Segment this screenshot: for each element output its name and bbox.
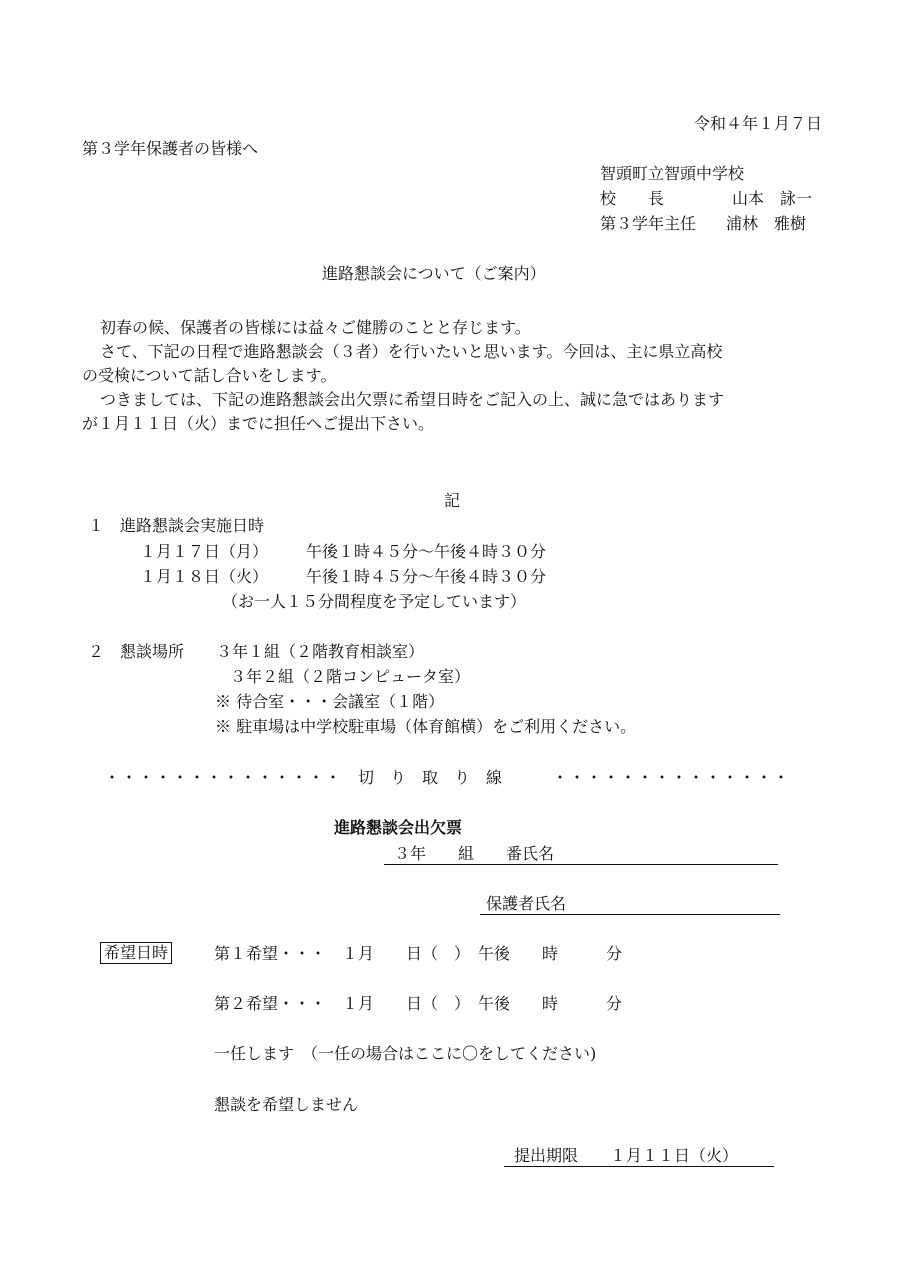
cutline-label: 切 り 取 り 線 bbox=[358, 768, 503, 787]
section2-heading: ２ 懇談場所 bbox=[88, 642, 185, 661]
body-line-3: の受検について話し合いをします。 bbox=[82, 366, 337, 385]
choice-1[interactable]: 第１希望・・・ １月 日（ ） 午後 時 分 bbox=[214, 944, 623, 963]
guardian-field-line[interactable] bbox=[480, 914, 780, 915]
section2-place-2: ３年２組（２階コンピュータ室） bbox=[230, 667, 471, 686]
deadline-underline bbox=[504, 1166, 774, 1167]
section1-note: （お一人１５分間程度を予定しています） bbox=[222, 592, 527, 611]
body-line-5: が１月１１日（火）までに担任へご提出下さい。 bbox=[82, 414, 435, 433]
grade-head-title: 第３学年主任 bbox=[600, 214, 697, 233]
section2-note-2: ※ 駐車場は中学校駐車場（体育館横）をご利用ください。 bbox=[215, 717, 637, 736]
section1-date-2: １月１８日（火） bbox=[140, 567, 269, 586]
no-meeting-option[interactable]: 懇談を希望しません bbox=[214, 1095, 359, 1114]
student-field-label: ３年 組 番氏名 bbox=[394, 844, 555, 863]
guardian-field-label: 保護者氏名 bbox=[486, 894, 567, 913]
section1-date-1: １月１７日（月） bbox=[140, 542, 269, 561]
section2-place-1: ３年１組（２階教育相談室） bbox=[216, 642, 425, 661]
principal-name: 山本 詠一 bbox=[732, 189, 813, 208]
body-line-2: さて、下記の日程で進路懇談会（３者）を行いたいと思います。今回は、主に県立高校 bbox=[100, 342, 723, 361]
grade-head-name: 浦林 雅樹 bbox=[726, 214, 807, 233]
leave-it-option[interactable]: 一任します （一任の場合はここに〇をしてください) bbox=[214, 1044, 597, 1063]
section1-time-1: 午後１時４５分～午後４時３０分 bbox=[306, 542, 547, 561]
section2-note-1: ※ 待合室・・・会議室（１階） bbox=[215, 692, 445, 711]
date: 令和４年１月７日 bbox=[693, 114, 822, 133]
school-name: 智頭町立智頭中学校 bbox=[600, 164, 745, 183]
ki-mark: 記 bbox=[444, 491, 461, 510]
form-title: 進路懇談会出欠票 bbox=[334, 818, 463, 837]
body-line-1: 初春の候、保護者の皆様には益々ご健勝のことと存じます。 bbox=[100, 318, 531, 337]
student-field-line[interactable] bbox=[384, 864, 778, 865]
section1-heading: １ 進路懇談会実施日時 bbox=[88, 516, 265, 535]
request-label: 希望日時 bbox=[100, 942, 172, 964]
cutline-dots-right: ・・・・・・・・・・・・・・ bbox=[552, 768, 791, 787]
recipient: 第３学年保護者の皆様へ bbox=[82, 139, 259, 158]
cutline-dots-left: ・・・・・・・・・・・・・・ bbox=[104, 768, 343, 787]
deadline: 提出期限 １月１１日（火） bbox=[514, 1146, 739, 1165]
section1-time-2: 午後１時４５分～午後４時３０分 bbox=[306, 567, 547, 586]
choice-2[interactable]: 第２希望・・・ １月 日（ ） 午後 時 分 bbox=[214, 994, 623, 1013]
principal-title: 校 長 bbox=[600, 189, 665, 208]
body-line-4: つきましては、下記の進路懇談会出欠票に希望日時をご記入の上、誠に急ではあります bbox=[100, 390, 725, 409]
page-title: 進路懇談会について（ご案内） bbox=[322, 264, 546, 283]
